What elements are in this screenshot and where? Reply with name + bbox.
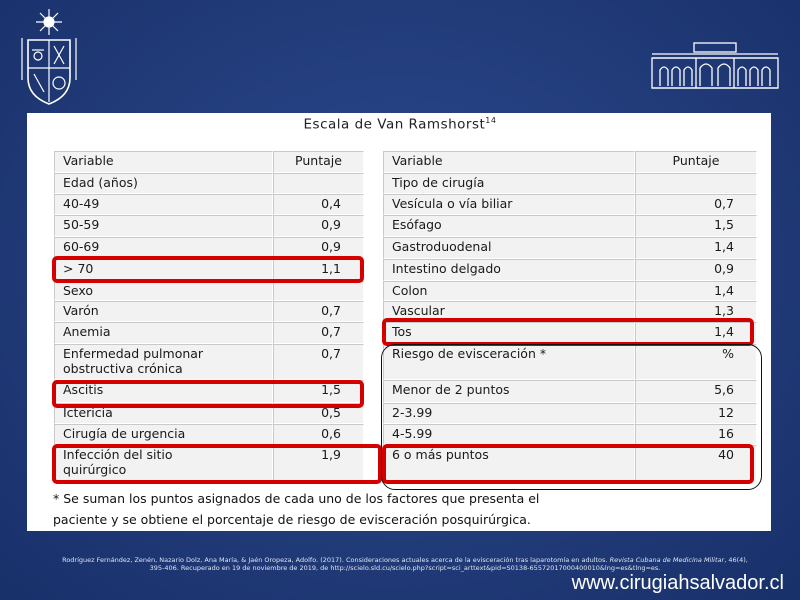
right-puntaje-cell-text: 1,4 [714,324,734,339]
right-header-variable [383,151,635,173]
left-puntaje-cell [273,281,364,301]
right-header-puntaje-text: Puntaje [672,153,720,168]
citation: Rodríguez Fernández, Zenén, Nazario Dolz, Ana María, & Jaén Oropeza, Adolfo. (2017). Consideraciones actuales acerca de la evisceración tras laparotomía en adultos. Revista Cubana de Medicina Militar, 46(4), 395-406. Recuperado en 19 de noviembre de 2019, de http://scielo.sld.cu/scielo.php?script=sci_arttext&pid=S0138-65572017000400010&lng=es&tlng=es. [62,556,748,572]
right-variable-cell-text: Vascular [392,303,445,318]
left-puntaje-cell [273,215,364,237]
left-header-puntaje [273,151,364,173]
left-puntaje-cell-text: 0,7 [321,303,341,318]
left-puntaje-cell [273,301,364,322]
right-puntaje-cell-text: 0,9 [714,261,734,276]
left-puntaje-cell-text: 1,1 [321,261,341,276]
left-variable-cell-text: quirúrgico [63,462,127,477]
left-puntaje-cell [273,194,364,215]
footnote-line-1: * Se suman los puntos asignados de cada uno de los factores que presenta el [53,491,540,506]
right-variable-cell-text: Vesícula o vía biliar [392,196,513,211]
highlight-infeccion [52,444,382,484]
left-variable-cell [54,173,273,194]
table-footnote [53,488,753,530]
right-variable-cell [383,215,635,237]
building-logo [650,40,780,92]
right-variable-cell-text: 2-3.99 [392,405,433,420]
right-variable-cell-text: 4-5.99 [392,426,433,441]
left-puntaje-cell [273,173,364,194]
right-variable-cell [383,237,635,259]
right-variable-cell-text: 6 o más puntos [392,447,489,462]
right-variable-cell-text: Gastroduodenal [392,239,492,254]
left-variable-cell-text: Ictericia [63,405,113,420]
left-variable-cell-text: > 70 [63,261,94,276]
left-header-variable [54,151,273,173]
left-variable-cell-text: 40-49 [63,196,100,211]
right-variable-cell-text: Menor de 2 puntos [392,382,510,397]
highlight-tos [382,318,754,346]
right-puntaje-cell-text: 0,7 [714,196,734,211]
right-variable-cell-text: Tos [392,324,412,339]
right-puntaje-cell-text: 1,5 [714,217,734,232]
right-puntaje-cell [635,237,757,259]
left-variable-cell-text: Enfermedad pulmonar [63,346,204,361]
left-header-puntaje-text: Puntaje [295,153,342,168]
table-title: Escala de Van Ramshorst$^{14}$ [303,116,497,133]
evisceration-risk-outline [381,344,762,490]
left-variable-cell [54,194,273,215]
left-variable-cell-text: Varón [63,303,99,318]
right-puntaje-cell-text: 1,4 [714,283,734,298]
right-puntaje-cell-text: 16 [718,426,734,441]
right-puntaje-cell-text: 40 [718,447,734,462]
right-puntaje-cell [635,281,757,301]
right-puntaje-cell [635,173,757,194]
right-variable-cell-text: Esófago [392,217,442,232]
right-puntaje-cell [635,259,757,281]
left-variable-cell-text: Infección del sitio [63,447,173,462]
right-variable-cell [383,194,635,215]
highlight-age-over-70 [52,256,364,283]
right-puntaje-cell-text: 1,3 [714,303,734,318]
right-variable-cell [383,173,635,194]
left-variable-cell-text: Ascitis [63,382,104,397]
left-variable-cell-text: 60-69 [63,239,100,254]
right-variable-cell [383,259,635,281]
website-url: www.cirugiahsalvador.cl [571,572,784,594]
footnote-line-2: paciente y se obtiene el porcentaje de riesgo de evisceración posquirúrgica. [53,512,531,527]
right-puntaje-cell [635,194,757,215]
left-puntaje-cell-text: 0,7 [321,324,341,339]
left-puntaje-cell-text: 0,4 [321,196,341,211]
left-variable-cell-text: Anemia [63,324,111,339]
left-variable-cell [54,281,273,301]
left-puntaje-cell-text: 0,9 [321,239,341,254]
right-variable-cell-text: Colon [392,283,428,298]
left-puntaje-cell-text: 0,9 [321,217,341,232]
university-crest-logo [18,8,80,106]
right-header-variable-text: Variable [392,153,443,168]
left-puntaje-cell [273,424,364,445]
right-puntaje-cell-text: 1,4 [714,239,734,254]
left-variable-cell [54,344,273,380]
left-variable-cell [54,424,273,445]
left-puntaje-cell-text: 0,6 [321,426,341,441]
highlight-ascitis [52,380,364,408]
left-puntaje-cell-text: 1,9 [321,447,341,462]
left-puntaje-cell [273,344,364,380]
right-puntaje-cell [635,215,757,237]
right-puntaje-cell-text: 12 [718,405,734,420]
right-variable-cell-text: Riesgo de evisceración * [392,346,547,361]
left-puntaje-cell-text: 1,5 [321,382,341,397]
right-puntaje-cell-text: 5,6 [714,382,734,397]
right-variable-cell-text: Intestino delgado [392,261,501,276]
left-variable-cell-text: Cirugía de urgencia [63,426,186,441]
left-puntaje-cell-text: 0,5 [321,405,341,420]
right-header-puntaje [635,151,757,173]
left-puntaje-cell-text: 0,7 [321,346,341,361]
left-variable-cell [54,215,273,237]
left-variable-cell-text: obstructiva crónica [63,361,183,376]
left-variable-cell [54,301,273,322]
left-header-variable-text: Variable [63,153,114,168]
right-variable-cell [383,281,635,301]
left-puntaje-cell [273,322,364,344]
left-variable-cell-text: 50-59 [63,217,100,232]
left-variable-cell-text: Sexo [63,283,94,298]
left-variable-cell [54,322,273,344]
right-variable-cell-text: Tipo de cirugía [392,175,485,190]
left-variable-cell-text: Edad (años) [63,175,138,190]
right-puntaje-cell-text: % [722,346,734,361]
